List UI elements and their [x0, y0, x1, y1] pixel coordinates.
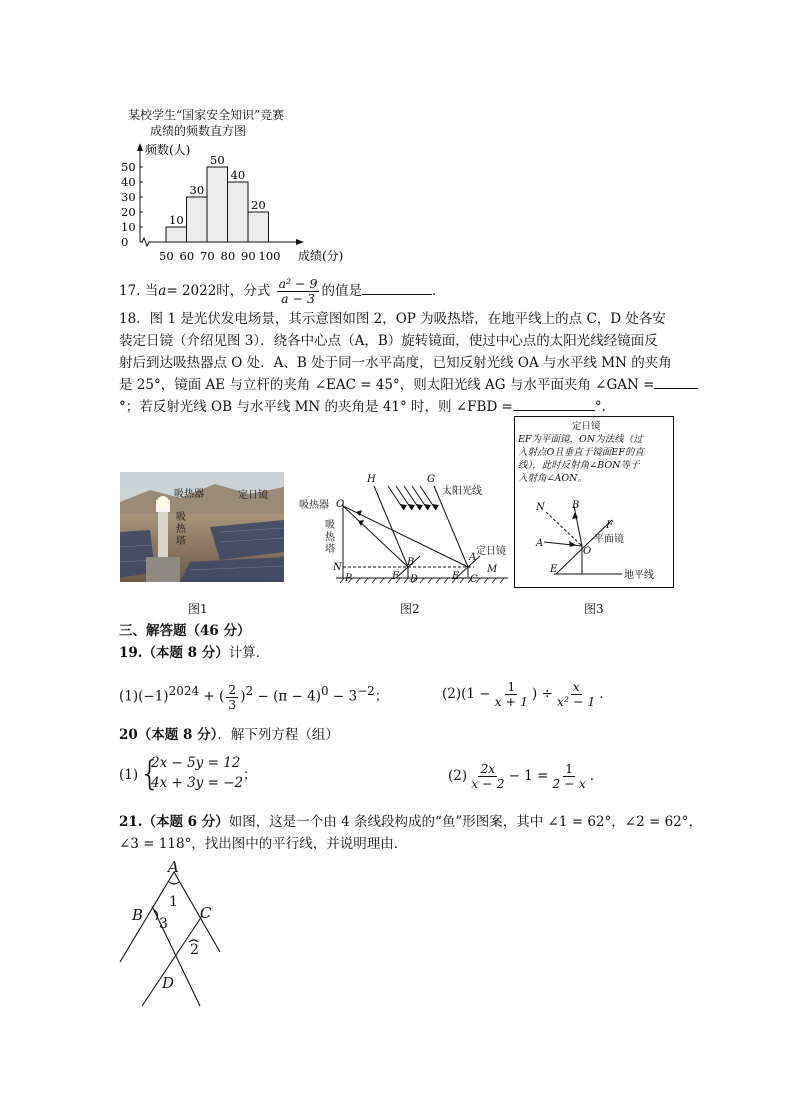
x-tick-label: 70 [200, 249, 215, 263]
fig2-point-D: D [410, 574, 419, 585]
x-tick-label: 100 [258, 249, 281, 263]
q20-p1-end: ； [243, 767, 257, 783]
fig3-desc-line1: EF为平面镜，ON为法线（过 [518, 434, 643, 445]
q17-var-a: a [158, 283, 167, 299]
q18-line1: 18．图 1 是光伏发电场景，其示意图如图 2，OP 为吸热塔，在地平线上的点 C，D 处各安 [119, 311, 666, 327]
fig2-point-N: N [333, 562, 342, 573]
fig3-desc-line3: 线），此时反射角∠BON等于 [518, 460, 640, 471]
histogram-bar [207, 167, 228, 242]
q18-line5a: °；若反射光线 OB 与水平线 MN 的夹角是 41° 时，则 ∠FBD = [119, 399, 513, 415]
x-tick-label: 80 [220, 249, 236, 263]
q20-p1-eq2: 4x + 3y = −2 [151, 775, 244, 791]
q18-line4-text: 是 25°，镜面 AE 与立杆的夹角 ∠EAC = 45°，则太阳光线 AG 与水平面夹角 ∠GAN = [119, 377, 655, 393]
q19-p1-exp2: 2 [245, 684, 254, 698]
question-17 [119, 277, 436, 306]
q17-text-a: 当 [144, 283, 159, 299]
q17-frac-denominator: a − 3 [281, 291, 315, 306]
q19-p2-label: (2) [442, 686, 462, 702]
x-tick-label: 90 [241, 249, 256, 263]
y-tick-label: 20 [121, 205, 136, 219]
fig3-label-horizon: 地平线 [624, 570, 654, 581]
figure-1-caption: 图1 [188, 602, 208, 616]
fig2-label-heliostat: 定日镜 [476, 546, 506, 557]
fig2-point-B: B [407, 557, 415, 568]
q17-fraction [277, 277, 320, 306]
q21-angle-3: 3 [159, 916, 168, 932]
fig2-label-sun-rays: 太阳光线 [442, 486, 482, 497]
bar-value-label: 10 [169, 213, 184, 227]
q17-number: 17. [119, 283, 141, 299]
q19-p2-fraction2: $\frac{x}{\text{x² − 1}}$ [556, 679, 596, 709]
q21-angle-1: 1 [169, 894, 178, 910]
q20-p1-eq1: 2x − 5y = 12 [151, 755, 241, 771]
q18-blank-2[interactable] [513, 410, 595, 411]
x-axis-arrow [296, 239, 304, 245]
q21-line1-text: 如图，这是一个由 4 条线段构成的“鱼”形图案，其中 ∠1 = 62°，∠2 = 62°， [228, 814, 702, 830]
histogram-title-line1: 某校学生“国家安全知识”竞赛 [128, 108, 285, 122]
fig3-desc-line2: 入射点O且垂直于镜面EF的直 [518, 447, 644, 458]
fig2-point-G: G [427, 474, 435, 485]
figure-3-diagram [514, 416, 674, 588]
fig1-label-heliostat: 定日镜 [238, 490, 268, 501]
figure-1-photo [120, 472, 284, 582]
histogram-bar [166, 227, 187, 242]
fig3-point-B: B [572, 500, 580, 511]
bar-value-label: 40 [230, 168, 246, 182]
fig3-point-O: O [583, 546, 592, 557]
q17-eq: = 2022时，分式 [166, 283, 271, 299]
q20-part2 [448, 762, 594, 791]
bar-value-label: 30 [189, 183, 205, 197]
x-tick-label: 50 [159, 249, 174, 263]
q18-line5 [119, 396, 615, 418]
q19-p1-exp3: 0 [320, 684, 329, 698]
q20-p2-end: . [589, 768, 595, 784]
q19-part1: $(1)(-1)^{2024}$ + ( $\frac{2}{3}$ )$^2 - (\pi - 4)^0 - 3^{-2}$； [119, 681, 389, 712]
fig2-point-A: A [469, 552, 477, 563]
q20-head: 20（本题 8 分） [119, 727, 218, 743]
q19-p1-d: − 3 [328, 688, 358, 705]
q19-tail: 计算． [228, 645, 270, 661]
q19-p1-exp1: 2024 [168, 684, 200, 698]
figure-3-caption: 图3 [584, 602, 604, 616]
q21-line1 [119, 811, 702, 833]
q19-p1-exp4: −2 [357, 684, 375, 698]
q17-text-b: 的值是 [321, 283, 362, 299]
q21-point-D: D [162, 974, 175, 992]
fig3-point-F: F [606, 520, 613, 531]
q21-point-A: A [168, 858, 179, 876]
fig3-point-N: N [536, 502, 545, 513]
q21-line2: ∠3 = 118°，找出图中的平行线，并说明理由． [119, 836, 408, 852]
fig2-point-H: H [367, 474, 376, 485]
q19-p2-a: (1 − [461, 686, 491, 702]
histogram-bar [228, 182, 249, 242]
q19-p2-end: . [599, 686, 604, 702]
bar-value-label: 20 [251, 198, 266, 212]
fig3-desc-line4: 入射角∠AON。 [518, 473, 587, 484]
q19-header [119, 642, 269, 664]
frequency-histogram [110, 138, 344, 266]
q19-head: 19.（本题 8 分） [119, 645, 229, 661]
histogram-bar [248, 212, 269, 242]
figure-2-caption: 图2 [400, 602, 420, 616]
q21-angle-2: 2 [190, 942, 199, 958]
fig2-label-tower: 吸热塔 [325, 520, 335, 555]
y-tick-label: 50 [121, 160, 136, 174]
fig2-label-absorber: 吸热器 [299, 500, 329, 511]
q18-line2: 装定日镜（介绍见图 3）．绕各中心点（A，B）旋转镜面，使过中心点的太阳光线经镜面反 [119, 333, 658, 349]
fig1-label-absorber: 吸热器 [174, 489, 204, 500]
x-tick-label: 60 [179, 249, 195, 263]
fig2-point-O: O [336, 499, 345, 510]
fig3-label-mirror: 平面镜 [594, 534, 624, 545]
bar-value-label: 50 [210, 153, 225, 167]
fig2-point-F: F [392, 571, 399, 582]
q18-line5b: °． [594, 399, 616, 415]
q21-fish-figure [112, 858, 242, 1008]
q19-p1-end: ； [374, 688, 389, 705]
y-tick-label: 30 [121, 190, 136, 204]
histogram-title-line2: 成绩的频数直方图 [150, 124, 247, 138]
q18-blank-1[interactable] [654, 388, 698, 389]
y-axis-label: 频数(人) [145, 143, 191, 157]
x-axis-label: 成绩(分) [298, 249, 344, 263]
q21-point-B: B [132, 906, 144, 924]
q18-line4 [119, 374, 698, 396]
q20-p2-fraction2: $\frac{1}{2 - x}$ [552, 761, 586, 791]
q19-p1-a: (−1) [138, 688, 169, 705]
q20-p2-mid: − 1 = [508, 768, 549, 784]
y-tick-label: 0 [121, 235, 129, 249]
q19-part2 [442, 680, 604, 709]
q19-p1-fraction: $\frac{2}{3}$ [228, 681, 237, 712]
q19-p1-label: (1) [119, 688, 139, 705]
q19-p1-b: + [199, 688, 220, 705]
q19-p2-b: ) ÷ [532, 686, 553, 702]
fig3-title: 定日镜 [572, 421, 601, 432]
fig3-point-E: E [550, 564, 558, 575]
q20-header [119, 724, 339, 746]
fig2-point-E: E [452, 571, 460, 582]
figure-2-diagram [296, 470, 512, 588]
q20-p1-label: (1) [119, 767, 139, 783]
section-3-title: 三、解答题（46 分） [119, 623, 251, 639]
q20-p2-label: (2) [448, 768, 468, 784]
q17-frac-numerator: a² − 9 [278, 276, 318, 291]
fig3-point-A: A [536, 538, 544, 549]
q19-p1-c: − (π − 4) [253, 688, 321, 705]
fig2-point-M: M [487, 564, 498, 575]
q21-point-C: C [200, 904, 212, 922]
fig2-point-C: C [470, 574, 478, 585]
q19-p2-fraction1: $\frac{1}{x + 1}$ [494, 679, 529, 709]
histogram-bar [187, 197, 208, 242]
q17-end: . [431, 283, 437, 299]
y-axis-arrow [137, 143, 143, 151]
y-tick-label: 40 [121, 175, 136, 189]
q21-head: 21.（本题 6 分） [119, 814, 229, 830]
fig2-point-P: P [345, 573, 352, 584]
q20-brace: { [139, 754, 161, 794]
fig1-label-tower: 吸热塔 [176, 512, 186, 547]
q17-answer-blank[interactable] [362, 294, 432, 295]
q20-tail: ．解下列方程（组） [217, 727, 339, 743]
q20-p2-fraction1: $\frac{2x}{x - 2}$ [471, 761, 505, 791]
q18-line3: 射后到达吸热器点 O 处．A、B 处于同一水平高度，已知反射光线 OA 与水平线 MN 的夹角 [119, 355, 672, 371]
y-tick-label: 10 [121, 220, 136, 234]
